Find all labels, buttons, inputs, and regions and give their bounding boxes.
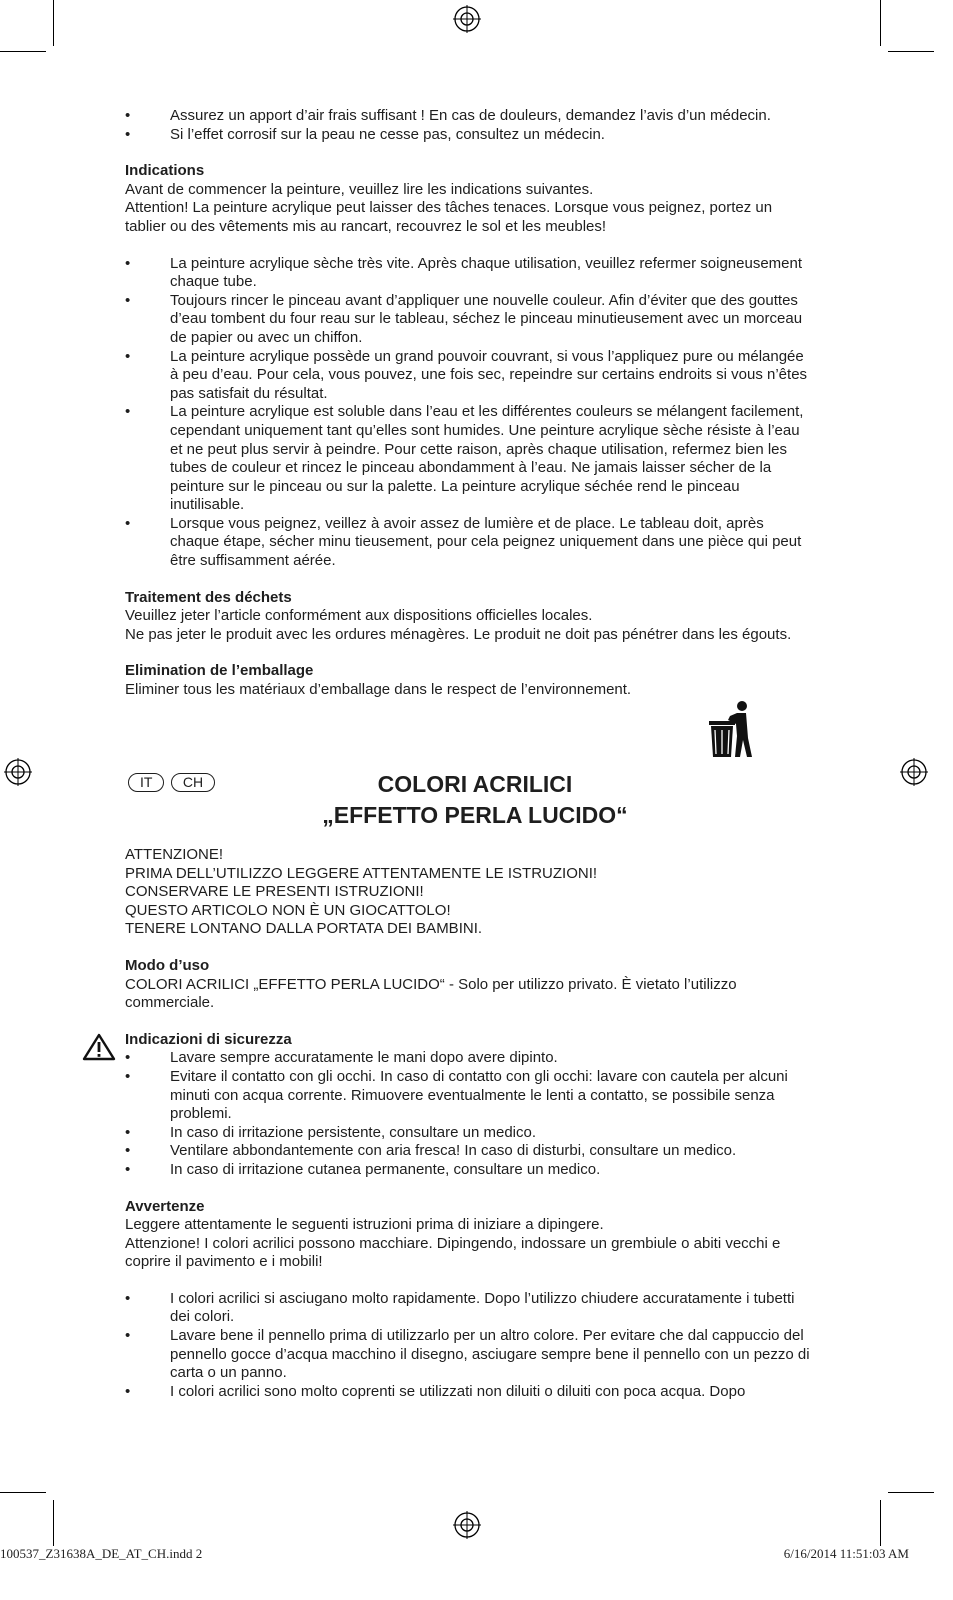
italian-section (125, 846, 815, 1401)
paragraph: Eliminer tous les matériaux d’emballage dans le respect de l’environnement. (125, 681, 632, 699)
crop-mark (888, 51, 934, 52)
registration-mark-icon (453, 5, 481, 33)
section-heading: Modo d’uso (125, 956, 210, 974)
paragraph: Ne pas jeter le produit avec les ordures ménagères. Le produit ne doit pas pénétrer dans les égouts. (125, 625, 792, 643)
crop-mark (888, 1492, 934, 1493)
registration-mark-icon (453, 1511, 481, 1539)
warning-line: PRIMA DELL’UTILIZZO LEGGERE ATTENTAMENTE LE ISTRUZIONI! (125, 864, 598, 882)
paragraph: COLORI ACRILICI „EFFETTO PERLA LUCIDO“ - Solo per utilizzo privato. È vietato l’utilizzo commerciale. (125, 975, 737, 1012)
french-section (125, 107, 815, 700)
registration-mark-icon (4, 758, 32, 786)
warning-line: CONSERVARE LE PRESENTI ISTRUZIONI! (125, 883, 424, 901)
section-heading: Avvertenze (125, 1197, 205, 1215)
list-item: • Ventilare abbondantemente con aria fresca! In caso di disturbi, consultare un medico. (125, 1142, 815, 1161)
paragraph: Attention! La peinture acrylique peut laisser des tâches tenaces. Lorsque vous peignez, portez un tablier ou des vêtements mis au rancart, recouvrez le sol et les meubles! (125, 199, 773, 235)
warning-line: TENERE LONTANO DALLA PORTATA DEI BAMBINI. (125, 920, 483, 938)
list-item-text: La peinture acrylique est soluble dans l’eau et les différentes couleurs se mélangent facilement, cependant uniquement tant qu’elles sont humides. Une peinture acrylique sèche résiste à l’eau et ne peut plus servir à peindre. Pour cette raison, après chaque utilisation, refermez bien les tubes de couleur et rincez le pinceau abondamment à l’eau. Ne jamais laisser sécher de la (170, 403, 804, 477)
section-heading: Elimination de l’emballage (125, 662, 314, 680)
paragraph: Attenzione! I colori acrilici possono macchiare. Dipingendo, indossare un grembiule o abiti vecchi e coprire il pavimento e i mobili! (125, 1234, 781, 1271)
crop-mark (53, 0, 54, 46)
list-item: • La peinture acrylique sèche très vite. Après chaque utilisation, veuillez refermer soigneusement chaque tube. (125, 255, 815, 292)
country-code-badge: CH (171, 773, 215, 792)
list-item: • Lorsque vous peignez, veillez à avoir assez de lumière et de place. Le tableau doit, après chaque étape, sécher minu tieusement, pour cela peignez uniquement dans une pièce qui peut être suffisamment aérée. (125, 515, 815, 571)
footer-timestamp: 6/16/2014 11:51:03 AM (783, 1546, 909, 1561)
bullet-list-indications (125, 255, 815, 571)
list-item: • Evitare il contatto con gli occhi. In caso di contatto con gli occhi: lavare con cautela per alcuni minuti con acqua corrente. Rimuovere eventualmente le lenti a contatto, se possibile senza problemi. (125, 1068, 815, 1124)
bullet-list-safety (125, 1049, 815, 1179)
country-code-badge: IT (128, 773, 164, 792)
crop-mark (0, 1492, 46, 1493)
product-title-line: „EFFETTO PERLA LUCIDO“ (322, 802, 628, 828)
list-item (125, 403, 815, 515)
list-item: • Toujours rincer le pinceau avant d’appliquer une nouvelle couleur. Afin d’éviter que des gouttes d’eau tombent du four reau sur le tableau, séchez le pinceau minutieusement avec un morceau de papier ou avec un chiffon. (125, 292, 815, 348)
warning-triangle-icon (82, 1033, 116, 1061)
warning-line: ATTENZIONE! (125, 846, 224, 863)
list-item: • La peinture acrylique possède un grand pouvoir couvrant, si vous l’appliquez pure ou mélangée à peu d’eau. Pour cela, vous pouvez, une fois sec, repeindre sur certains endroits si vous n’êtes pas satisfait du résultat. (125, 348, 815, 404)
list-item: • In caso di irritazione cutanea permanente, consultare un medico. (125, 1161, 815, 1180)
list-item: • In caso di irritazione persistente, consultare un medico. (125, 1124, 815, 1143)
paragraph: Leggere attentamente le seguenti istruzioni prima di iniziare a dipingere. (125, 1216, 604, 1234)
list-item: • I colori acrilici si asciugano molto rapidamente. Dopo l’utilizzo chiudere accuratamente i tubetti dei colori. (125, 1290, 815, 1327)
product-title-line: COLORI ACRILICI (377, 771, 573, 797)
crop-mark (0, 51, 46, 52)
crop-mark (880, 1500, 881, 1546)
bullet-list-top (125, 107, 815, 144)
crop-mark (53, 1500, 54, 1546)
list-item: • Lavare sempre accuratamente le mani dopo avere dipinto. (125, 1049, 815, 1068)
section-heading: Indications (125, 162, 205, 180)
paragraph: Avant de commencer la peinture, veuillez lire les indications suivantes. (125, 180, 594, 198)
list-item: • I colori acrilici sono molto coprenti se utilizzati non diluiti o diluiti con poca acqua. Dopo (125, 1383, 815, 1402)
waste-bin-person-icon (706, 700, 756, 760)
list-item: • Assurez un apport d’air frais suffisant ! En cas de douleurs, demandez l’avis d’un médecin. (125, 107, 815, 126)
paragraph: Veuillez jeter l’article conformément aux dispositions officielles locales. (125, 607, 593, 625)
bullet-list-notes (125, 1290, 815, 1402)
footer-filename: 100537_Z31638A_DE_AT_CH.indd 2 (0, 1546, 203, 1561)
list-item-continuation: peinture sur le pinceau ou sur la palette. La peinture acrylique séchée rend le pinceau inutilisable. (170, 477, 740, 514)
list-item: • Si l’effet corrosif sur la peau ne cesse pas, consultez un médecin. (125, 126, 815, 145)
list-item: • Lavare bene il pennello prima di utilizzarlo per un altro colore. Per evitare che dal cappuccio del pennello gocce d’acqua macchino il disegno, asciugare sempre bene il pennello con un pezzo di carta o un panno. (125, 1327, 815, 1383)
section-heading: Indicazioni di sicurezza (125, 1030, 292, 1048)
country-codes (128, 773, 217, 792)
product-title (240, 769, 710, 831)
warning-line: QUESTO ARTICOLO NON È UN GIOCATTOLO! (125, 901, 451, 919)
registration-mark-icon (900, 758, 928, 786)
section-heading: Traitement des déchets (125, 588, 292, 606)
crop-mark (880, 0, 881, 46)
